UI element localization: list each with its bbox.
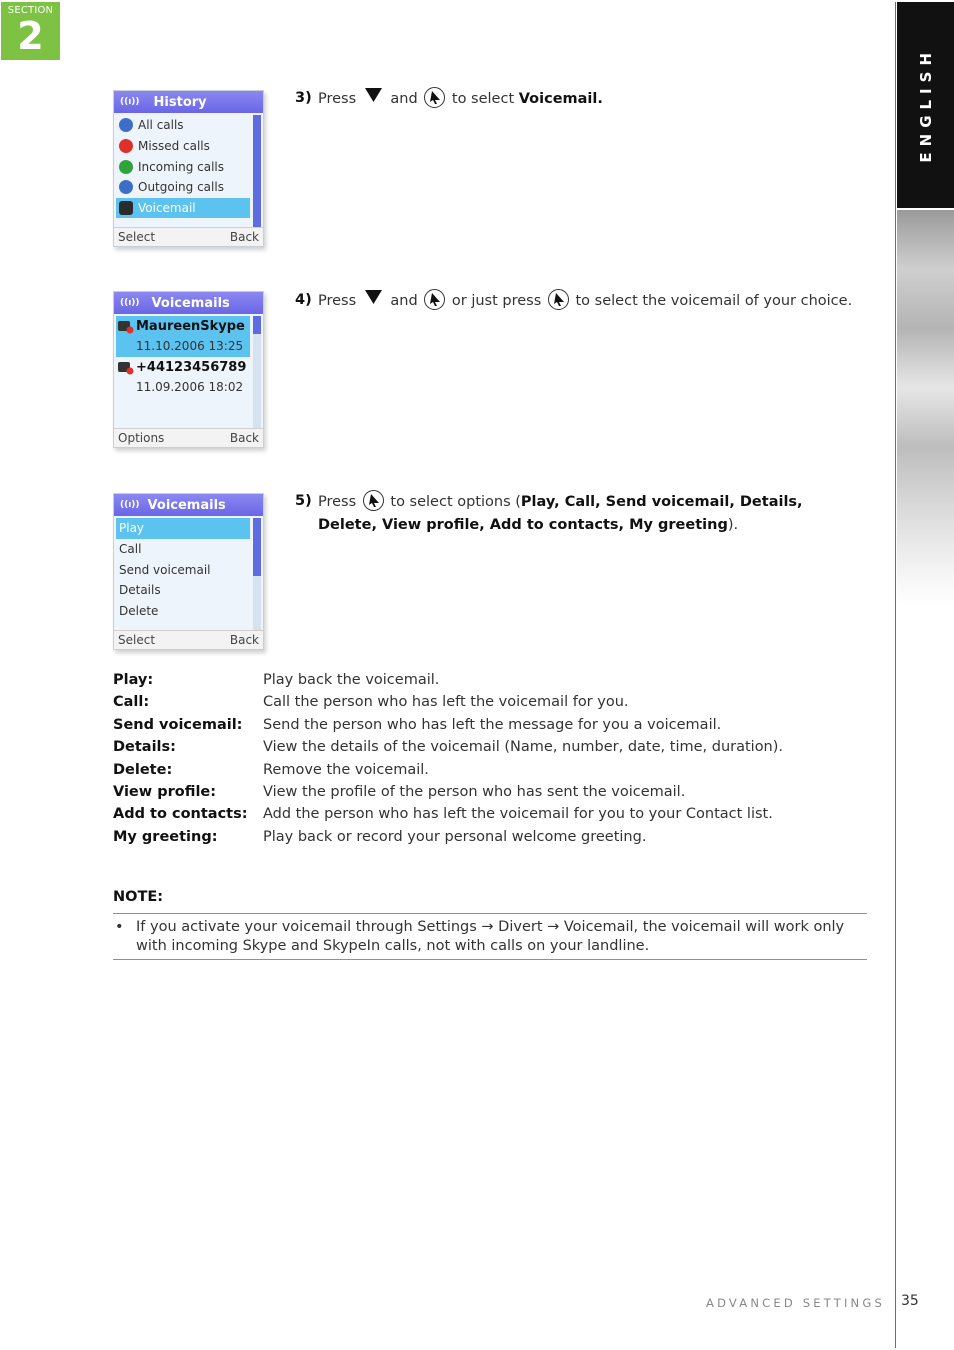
note-title: NOTE: [113, 889, 164, 905]
softkey-bar [114, 428, 263, 447]
screen-titlebar [114, 494, 263, 516]
definition-desc: View the profile of the person who has sent the voicemail. [263, 784, 686, 801]
definition-row [113, 691, 783, 713]
missed-calls-icon [119, 139, 133, 153]
definition-term: Add to contacts: [113, 806, 248, 823]
option-label: Call [119, 542, 142, 557]
menu-item-missed-calls[interactable] [116, 136, 250, 157]
footer-section-label: ADVANCED SETTINGS [706, 1296, 885, 1310]
option-label: Play [119, 521, 145, 536]
definition-desc: View the details of the voicemail (Name, number, date, time, duration). [263, 739, 784, 756]
scrollbar-thumb[interactable] [253, 518, 261, 576]
signal-icon: ((ı)) [120, 298, 140, 308]
menu-item-outgoing-calls[interactable] [116, 177, 250, 198]
options-list [116, 518, 250, 621]
option-item-play[interactable] [116, 518, 250, 539]
voicemail-entry-date: 11.09.2006 18:02 [136, 380, 244, 394]
note-rule-bottom [113, 959, 867, 960]
language-tab-label: ENGLISH [917, 47, 935, 163]
voicemail-icon [119, 201, 133, 215]
definition-term: Send voicemail: [113, 716, 243, 733]
down-arrow-key-icon [365, 88, 382, 102]
definition-desc: Remove the voicemail. [263, 761, 429, 778]
definition-term: Call: [113, 694, 150, 711]
step-text: Press [318, 293, 357, 309]
step-3 [295, 87, 863, 111]
definition-term: Delete: [113, 761, 173, 778]
scrollbar-thumb[interactable] [253, 115, 261, 227]
voicemail-entry-name: +44123456789 [136, 360, 247, 375]
definition-term: Play: [113, 672, 154, 688]
menu-item-incoming-calls[interactable] [116, 156, 250, 177]
softkey-left[interactable]: Select [118, 633, 156, 647]
section-number: 2 [17, 14, 44, 58]
softkey-bar [114, 227, 263, 246]
side-photo [897, 210, 954, 605]
side-divider [895, 2, 896, 1348]
voicemail-entry-icon [118, 361, 134, 375]
definition-row [113, 759, 783, 781]
step-text: Press [318, 494, 357, 510]
option-item-call[interactable] [116, 539, 250, 560]
definition-row [113, 669, 783, 691]
down-arrow-key-icon [365, 290, 382, 304]
menu-item-all-calls[interactable] [116, 115, 250, 136]
voicemail-entry-icon [118, 320, 134, 334]
option-item-delete[interactable] [116, 601, 250, 622]
step-number: 5) [295, 493, 312, 509]
page-number: 35 [901, 1293, 919, 1309]
option-label: Delete [119, 604, 159, 619]
definition-row [113, 826, 783, 848]
signal-icon: ((ı)) [120, 97, 140, 107]
step-text: to select [451, 91, 515, 107]
menu-item-voicemail[interactable] [116, 198, 250, 219]
softkey-right[interactable]: Back [229, 230, 259, 244]
option-label: Details [119, 583, 161, 598]
definition-desc: Play back the voicemail. [263, 672, 440, 688]
step-text: and [390, 91, 418, 107]
voicemail-entry-date: 11.10.2006 13:25 [136, 339, 244, 353]
scrollbar[interactable] [253, 316, 261, 428]
note-body [113, 918, 867, 956]
phone-screen-history [113, 90, 264, 247]
nav-key-icon [424, 289, 445, 310]
history-list [116, 115, 250, 218]
definition-desc: Send the person who has left the message for you a voicemail. [263, 716, 722, 733]
menu-item-label: Missed calls [138, 139, 210, 154]
nav-key-icon [363, 490, 384, 511]
definition-row [113, 781, 783, 803]
scrollbar-thumb[interactable] [253, 316, 261, 334]
menu-item-label: All calls [138, 118, 184, 133]
screen-titlebar [114, 91, 263, 113]
note-rule-top [113, 913, 867, 914]
step-target: Voicemail. [518, 91, 603, 107]
nav-key-icon [424, 87, 445, 108]
menu-item-label: Voicemail [138, 201, 196, 216]
step-text: ). [727, 517, 739, 533]
signal-icon: ((ı)) [120, 500, 140, 510]
step-number: 4) [295, 292, 312, 308]
scrollbar[interactable] [253, 115, 261, 227]
step-4 [295, 289, 863, 313]
option-item-send-voicemail[interactable] [116, 559, 250, 580]
section-badge [1, 2, 60, 60]
note-text: If you activate your voicemail through Settings → Divert → Voicemail, the voicemail will work only with incoming Skype and SkypeIn calls, not with calls on your landline. [136, 919, 845, 954]
option-item-details[interactable] [116, 580, 250, 601]
definition-row [113, 803, 783, 825]
definition-row [113, 714, 783, 736]
screen-title: Voicemails [151, 295, 230, 311]
step-text: to select options ( [390, 494, 521, 510]
definition-row [113, 736, 783, 758]
language-tab-label-wrap [900, 10, 952, 200]
screen-title: History [153, 94, 207, 110]
incoming-calls-icon [119, 160, 133, 174]
definitions-list [113, 669, 783, 848]
definition-desc: Play back or record your personal welcome greeting. [263, 828, 647, 845]
screen-title: Voicemails [147, 497, 226, 513]
softkey-bar [114, 630, 263, 649]
nav-key-icon [548, 289, 569, 310]
screen-titlebar [114, 292, 263, 314]
phone-screen-voicemails-list [113, 291, 264, 448]
definition-desc: Add the person who has left the voicemail for you to your Contact list. [263, 806, 773, 823]
menu-item-label: Incoming calls [138, 159, 225, 174]
softkey-left[interactable]: Options [118, 431, 165, 445]
all-calls-icon [119, 118, 133, 132]
step-options: Play, Call, Send voicemail, Details, Delete, View profile, Add to contacts, My greeting [318, 494, 803, 533]
voicemail-entry-name: MaureenSkype [136, 319, 245, 334]
scrollbar[interactable] [253, 518, 261, 630]
note-bullet: • [115, 919, 124, 935]
definition-desc: Call the person who has left the voicemail for you. [263, 694, 629, 711]
definition-term: My greeting: [113, 828, 218, 845]
voicemail-entry[interactable] [116, 357, 250, 398]
step-text: or just press [451, 293, 542, 309]
outgoing-calls-icon [119, 180, 133, 194]
step-number: 3) [295, 90, 312, 106]
step-text: to select the voicemail of your choice. [575, 293, 853, 309]
definition-term: View profile: [113, 784, 217, 801]
phone-screen-voicemail-options [113, 493, 264, 650]
definition-term: Details: [113, 739, 176, 756]
voicemail-entry[interactable] [116, 316, 250, 357]
step-text: and [390, 293, 418, 309]
step-text: Press [318, 91, 357, 107]
menu-item-label: Outgoing calls [138, 180, 224, 195]
softkey-right[interactable]: Back [229, 431, 259, 445]
softkey-left[interactable]: Select [118, 230, 156, 244]
section-label: SECTION [7, 5, 54, 16]
step-5 [295, 490, 863, 537]
option-label: Send voicemail [119, 562, 211, 577]
softkey-right[interactable]: Back [229, 633, 259, 647]
